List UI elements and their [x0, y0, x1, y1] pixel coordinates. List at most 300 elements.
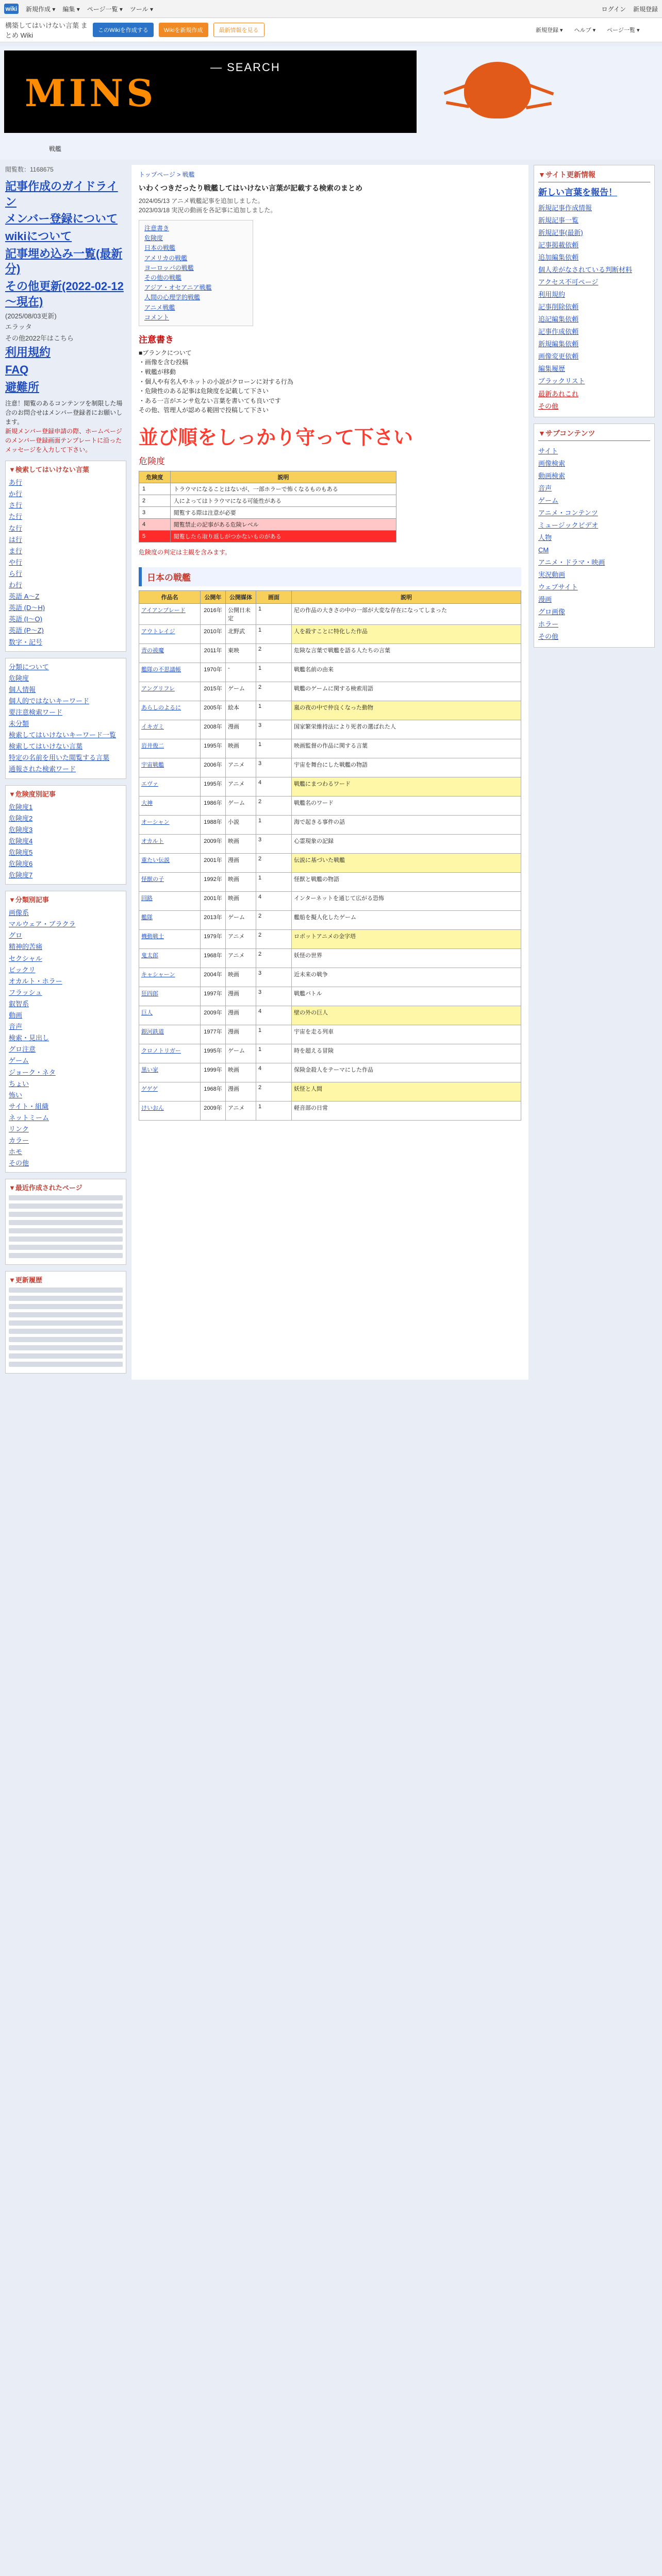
row-media: 漫画 [226, 1025, 256, 1044]
left-item[interactable]: ちょい [9, 1079, 29, 1088]
toc-item[interactable]: 注意書き [144, 225, 170, 232]
row-title[interactable]: アングリフレ [139, 682, 201, 701]
row-danger: 3 [256, 968, 292, 987]
row-danger: 4 [256, 1063, 292, 1082]
nav-updated-date: (2025/08/03更新) [5, 312, 57, 320]
row-danger: 1 [256, 1101, 292, 1121]
row-description: 伝説に基づいた戦艦 [292, 854, 521, 873]
left-item[interactable]: 危険度1 [9, 803, 33, 811]
left-item[interactable]: や行 [9, 558, 23, 566]
left-item[interactable]: 検索してはいけないキーワード一覧 [9, 731, 117, 739]
header-link-help[interactable]: ヘルプ ▾ [574, 27, 596, 33]
left-box-title: ▼分類別記事 [9, 896, 49, 904]
row-danger: 1 [256, 663, 292, 682]
row-description: 戦艦バトル [292, 987, 521, 1006]
wiki-title[interactable]: 構築してはいけない言葉 まとめ Wiki [5, 22, 88, 39]
row-media: アニメ [226, 777, 256, 796]
order-warning: 並び順をしっかり守って下さい [139, 427, 413, 449]
table-header: 画面 [256, 591, 292, 604]
new-wiki-button[interactable]: Wikiを新規作成 [159, 23, 208, 37]
row-description: 嵐の夜の中で仲良くなった動物 [292, 701, 521, 720]
row-description: ロボットアニメの金字塔 [292, 930, 521, 949]
danger-col: 危険度 [139, 471, 171, 483]
row-media: 公開日未定 [226, 604, 256, 625]
history-line[interactable] [9, 1337, 123, 1342]
row-title[interactable]: ゲゲゲ [139, 1082, 201, 1101]
left-notice [5, 399, 126, 454]
left-item[interactable]: 分類について [9, 663, 49, 671]
history-line[interactable] [9, 1304, 123, 1309]
history-line[interactable] [9, 1353, 123, 1359]
nav-member-registration[interactable]: メンバー登録について [5, 212, 118, 226]
table-row [139, 1063, 521, 1082]
latest-info-button[interactable]: 最新情報を見る [213, 23, 264, 37]
table-row [139, 663, 521, 682]
left-item[interactable]: 危険度 [9, 674, 29, 682]
notice-red-text: 新規メンバー登録申請の際、ホームページのメンバー登録画面テンプレートに沿ったメッセージを入力して下さい。 [5, 428, 122, 454]
page-title: いわくつきだったり戦艦してはいけない言葉が記載する検索のまとめ [139, 184, 362, 192]
danger-level: 1 [139, 483, 171, 495]
left-item[interactable]: ジョーク・ネタ [9, 1068, 56, 1076]
row-media: 映画 [226, 1063, 256, 1082]
row-media: 映画 [226, 892, 256, 911]
signup-link[interactable]: 新規登録 [633, 5, 658, 13]
left-item[interactable]: 叡智系 [9, 999, 29, 1008]
battleship-table-body [139, 604, 521, 1121]
table-header: 公開年 [201, 591, 226, 604]
row-danger: 1 [256, 701, 292, 720]
left-item[interactable]: グロ [9, 931, 23, 940]
row-year: 1992年 [201, 873, 226, 892]
toc-item[interactable]: 人間の心理学的戦艦 [144, 294, 201, 301]
table-row [139, 1101, 521, 1121]
row-title[interactable]: イキガミ [139, 720, 201, 739]
row-title[interactable]: 重たい伝説 [139, 854, 201, 873]
row-title[interactable]: クロノトリガー [139, 1044, 201, 1063]
left-item[interactable]: リンク [9, 1125, 29, 1133]
report-new-word-link[interactable]: 新しい言葉を報告！ [538, 188, 617, 197]
header-right-links [536, 26, 657, 34]
history-line[interactable] [9, 1312, 123, 1317]
right-item[interactable]: その他 [538, 633, 559, 641]
table-row [139, 873, 521, 892]
row-media: 漫画 [226, 1082, 256, 1101]
left-item[interactable]: 要注意検索ワード [9, 708, 63, 716]
row-title[interactable]: アイアンブレード [139, 604, 201, 625]
left-box-recent-pages [5, 1179, 126, 1265]
right-item[interactable]: ブラックリスト [538, 377, 585, 385]
row-media: ゲーム [226, 682, 256, 701]
right-item[interactable]: グロ画像 [538, 608, 566, 616]
toc-item[interactable]: ヨーロッパの戦艦 [144, 264, 194, 272]
topbar-link-edit[interactable]: 編集 ▾ [62, 5, 80, 13]
crab-leg [526, 102, 552, 110]
left-item[interactable]: ビックリ [9, 965, 36, 974]
right-item[interactable]: アクセス不可ページ [538, 278, 599, 286]
right-red-item[interactable]: その他 [538, 402, 559, 410]
row-media: 映画 [226, 968, 256, 987]
left-item[interactable]: 危険度3 [9, 825, 33, 834]
page-layout [0, 160, 662, 1380]
left-item[interactable]: セクシャル [9, 954, 42, 962]
row-year: 2005年 [201, 701, 226, 720]
row-description: 尼の作品の大きさの中の一部が大変な存在になってしまった [292, 604, 521, 625]
table-row [139, 1044, 521, 1063]
left-item[interactable]: 検索・見出し [9, 1034, 49, 1042]
row-title[interactable]: 艦隊 [139, 911, 201, 930]
row-year: 1988年 [201, 816, 226, 835]
right-item[interactable]: 実況動画 [538, 571, 566, 579]
history-line[interactable] [9, 1345, 123, 1350]
row-title[interactable]: 回路 [139, 892, 201, 911]
left-item[interactable]: 英語 (D～H) [9, 604, 45, 612]
toc-item[interactable]: アメリカの戦艦 [144, 254, 188, 262]
right-item[interactable]: 追記編集依頼 [538, 315, 579, 324]
row-media: 小説 [226, 816, 256, 835]
left-sidebar [5, 165, 126, 1380]
right-item[interactable]: ホラー [538, 620, 559, 629]
left-item[interactable]: か行 [9, 490, 23, 498]
row-year: 1995年 [201, 777, 226, 796]
table-header: 説明 [292, 591, 521, 604]
recent-page-line[interactable] [9, 1195, 123, 1200]
left-box-title: ▼危険度別記事 [9, 790, 56, 798]
nav-faq[interactable]: FAQ [5, 363, 29, 376]
danger-level: 3 [139, 507, 171, 519]
row-media: 映画 [226, 873, 256, 892]
danger-heading: 危険度 [139, 456, 165, 467]
row-year: 1995年 [201, 1044, 226, 1063]
row-year: 2011年 [201, 644, 226, 663]
left-item[interactable]: 個人情報 [9, 685, 36, 693]
right-item[interactable]: 利用規約 [538, 291, 566, 299]
left-item[interactable]: カラー [9, 1137, 29, 1145]
row-title[interactable]: オーシャン [139, 816, 201, 835]
left-item[interactable]: 動画 [9, 1011, 23, 1020]
row-title[interactable]: 鬼太郎 [139, 949, 201, 968]
row-danger: 1 [256, 1025, 292, 1044]
row-year: 2001年 [201, 854, 226, 873]
rules-list [139, 348, 521, 415]
left-box-title: ▼最近作成されたページ [9, 1184, 82, 1192]
row-title[interactable]: 機動戦士 [139, 930, 201, 949]
recent-page-line[interactable] [9, 1228, 123, 1233]
row-title[interactable]: オカルト [139, 835, 201, 854]
row-year: 2009年 [201, 1006, 226, 1025]
banner-logo-text: MINS [25, 71, 157, 115]
right-item[interactable]: ウェブサイト [538, 583, 578, 591]
left-item[interactable]: 精神的苦痛 [9, 943, 43, 951]
right-item[interactable]: 編集履歴 [538, 365, 566, 373]
banner-logo-box[interactable] [4, 50, 417, 133]
row-media: 北野武 [226, 625, 256, 644]
view-count: 閲覧数：1168675 [5, 166, 54, 173]
row-title[interactable]: 艦隊の不思議帳 [139, 663, 201, 682]
login-link[interactable]: ログイン [601, 5, 626, 13]
toc-item[interactable]: アジア・オセアニア戦艦 [144, 284, 212, 292]
crab-illustration [464, 62, 531, 118]
row-year: 1995年 [201, 739, 226, 758]
table-row [139, 604, 521, 625]
nav-other-2022[interactable]: その他2022年はこちら [5, 334, 74, 342]
row-danger: 1 [256, 604, 292, 625]
site-update-box [534, 165, 655, 417]
left-item[interactable]: 数字・記号 [9, 638, 43, 646]
right-item[interactable]: ミュージックビデオ [538, 521, 599, 529]
danger-note: 危険度の判定は主観を含みます。 [139, 549, 231, 556]
left-item[interactable]: さ行 [9, 501, 23, 510]
rule-line: ・画像を含む投稿 [139, 359, 189, 366]
row-description: 海で起きる事件の話 [292, 816, 521, 835]
row-danger: 2 [256, 796, 292, 816]
left-box-categories [5, 658, 126, 779]
table-row [139, 720, 521, 739]
row-description: 怪獣と戦艦の物語 [292, 873, 521, 892]
left-item[interactable]: マルウェア・ブラクラ [9, 920, 76, 928]
row-danger: 2 [256, 911, 292, 930]
table-row [139, 949, 521, 968]
nav-shelter[interactable]: 避難所 [5, 380, 40, 394]
history-line[interactable] [9, 1329, 123, 1334]
left-item[interactable]: 危険度7 [9, 871, 33, 879]
table-row [139, 796, 521, 816]
row-year: 2009年 [201, 835, 226, 854]
row-media: 漫画 [226, 987, 256, 1006]
danger-level: 5 [139, 531, 171, 543]
rule-line: ・ある一言がエンサ危ない言葉を書いても良いです [139, 397, 282, 404]
row-description: 戦艦にまつわるワード [292, 777, 521, 796]
row-title[interactable]: エヴァ [139, 777, 201, 796]
row-media: ゲーム [226, 1044, 256, 1063]
history-line[interactable] [9, 1320, 123, 1326]
row-year: 1997年 [201, 987, 226, 1006]
right-item[interactable]: 新規編集依頼 [538, 340, 579, 348]
row-title[interactable]: 銀河鉄道 [139, 1025, 201, 1044]
left-item[interactable]: ホモ [9, 1148, 23, 1156]
row-media: アニメ [226, 758, 256, 777]
right-item[interactable]: 追加編集依頼 [538, 253, 579, 261]
left-item[interactable]: その他 [9, 1159, 29, 1167]
header-link-new[interactable]: 新規登録 ▾ [536, 27, 563, 33]
toc-item[interactable]: その他の戦艦 [144, 274, 182, 281]
row-title[interactable]: けいおん [139, 1101, 201, 1121]
table-row [139, 930, 521, 949]
right-item[interactable]: 動画検索 [538, 471, 566, 480]
left-item[interactable]: 怖い [9, 1091, 23, 1099]
table-row [139, 777, 521, 796]
history-line[interactable] [9, 1362, 123, 1367]
row-danger: 2 [256, 1082, 292, 1101]
row-media: ゲーム [226, 796, 256, 816]
left-item[interactable]: グロ注意 [9, 1045, 36, 1054]
topbar-link-tools[interactable]: ツール ▾ [129, 5, 153, 13]
left-item[interactable]: サイト・組織 [9, 1102, 49, 1110]
recent-page-line[interactable] [9, 1212, 123, 1217]
row-danger: 1 [256, 739, 292, 758]
row-title[interactable]: 怪獣の子 [139, 873, 201, 892]
row-danger: 4 [256, 1006, 292, 1025]
toc-item[interactable]: 危険度 [144, 234, 163, 242]
breadcrumb[interactable]: トップページ > 戦艦 [139, 171, 195, 178]
site-banner [0, 46, 662, 160]
row-description: 国家繁栄維持法により死者の選ばれた人 [292, 720, 521, 739]
left-item[interactable]: あ行 [9, 479, 23, 487]
right-item[interactable]: サイト [538, 447, 558, 455]
left-item[interactable]: フラッシュ [9, 988, 42, 996]
warning-heading: 注意書き [139, 334, 174, 345]
right-item[interactable]: 記事掲載依頼 [538, 241, 579, 249]
row-description: 近未来の戦争 [292, 968, 521, 987]
row-description: 戦艦のゲームに関する検索用語 [292, 682, 521, 701]
left-item[interactable]: ネットミーム [9, 1113, 49, 1122]
right-item[interactable]: 人物 [538, 533, 552, 541]
right-item[interactable]: 記事作成依頼 [538, 328, 579, 336]
right-item[interactable]: 画像検索 [538, 459, 566, 467]
recent-page-line[interactable] [9, 1220, 123, 1225]
row-title[interactable]: 巨人 [139, 1006, 201, 1025]
table-of-contents [139, 220, 253, 326]
right-item[interactable]: アニメ・ドラマ・映画 [538, 558, 605, 567]
left-item[interactable]: 未分類 [9, 720, 29, 728]
right-item[interactable]: アニメ・コンテンツ [538, 509, 598, 517]
row-title[interactable]: キャシャーン [139, 968, 201, 987]
left-item[interactable]: た行 [9, 513, 23, 521]
toc-item[interactable]: アニメ戦艦 [144, 303, 175, 311]
row-media: アニメ [226, 930, 256, 949]
row-danger: 3 [256, 987, 292, 1006]
left-item[interactable]: ら行 [9, 569, 23, 578]
nav-errata[interactable]: エラッタ [5, 323, 32, 331]
right-item[interactable]: CM [538, 546, 549, 554]
right-item[interactable]: 新規記事(最新) [538, 228, 583, 236]
row-year: 1970年 [201, 663, 226, 682]
row-title[interactable]: アウトレイジ [139, 625, 201, 644]
row-media: - [226, 663, 256, 682]
left-box-search-terms [5, 461, 126, 651]
right-item[interactable]: 漫画 [538, 596, 552, 604]
danger-desc: 閲覧したら取り返しがつかないものがある [170, 531, 396, 543]
row-title[interactable]: 黒い家 [139, 1063, 201, 1082]
row-description: 艦船を擬人化したゲーム [292, 911, 521, 930]
row-danger: 1 [256, 1044, 292, 1063]
right-item[interactable]: 新規記事作成情報 [538, 204, 592, 212]
table-row [139, 1006, 521, 1025]
row-title[interactable]: あらしのよるに [139, 701, 201, 720]
row-year: 1979年 [201, 930, 226, 949]
nav-other-updates[interactable]: その他更新(2022-02-12～現在) [5, 280, 124, 308]
danger-level: 2 [139, 495, 171, 507]
row-year: 1999年 [201, 1063, 226, 1082]
left-item[interactable]: 英語 (I～O) [9, 615, 42, 623]
row-title[interactable]: 狂四郎 [139, 987, 201, 1006]
row-danger: 2 [256, 682, 292, 701]
table-row [139, 835, 521, 854]
table-row [139, 1082, 521, 1101]
header-link-pages[interactable]: ページ一覧 ▾ [607, 27, 640, 33]
row-title[interactable]: 青の祓魔 [139, 644, 201, 663]
left-item[interactable]: な行 [9, 524, 23, 532]
recent-page-line[interactable] [9, 1253, 123, 1258]
recent-page-line[interactable] [9, 1204, 123, 1209]
banner-caption: 戦艦 [49, 145, 62, 152]
left-item[interactable]: 危険度4 [9, 837, 33, 845]
left-item[interactable]: 通報された検索ワード [9, 765, 76, 773]
left-item[interactable]: 英語 A～Z [9, 592, 40, 601]
nav-about-wiki[interactable]: wikiについて [5, 230, 72, 243]
left-item[interactable]: 英語 (P～Z) [9, 626, 44, 635]
right-red-item[interactable]: 最新あれこれ [538, 389, 579, 398]
right-item[interactable]: ゲーム [538, 496, 559, 504]
table-row [139, 911, 521, 930]
create-wiki-button[interactable]: このWikiを作成する [93, 23, 154, 37]
table-row [139, 1025, 521, 1044]
table-header: 作品名 [139, 591, 201, 604]
recent-page-line[interactable] [9, 1245, 123, 1250]
history-line[interactable] [9, 1296, 123, 1301]
danger-col: 説明 [170, 471, 396, 483]
right-item[interactable]: 画像変更依頼 [538, 352, 579, 361]
update-note: 2023/03/18 実況の動画を各記事に追加しました。 [139, 207, 277, 214]
left-item[interactable]: 特定の名前を用いた閲覧する言葉 [9, 754, 110, 762]
row-title[interactable]: 宇宙戦艦 [139, 758, 201, 777]
left-item[interactable]: わ行 [9, 581, 23, 589]
row-danger: 1 [256, 873, 292, 892]
right-item[interactable]: 新規記事一覧 [538, 216, 579, 224]
nav-guidelines[interactable]: 記事作成のガイドライン [5, 180, 118, 208]
left-item[interactable]: は行 [9, 535, 23, 544]
left-item[interactable]: 検索してはいけない言葉 [9, 742, 83, 751]
right-sidebar [534, 165, 655, 1380]
left-item[interactable]: ま行 [9, 547, 23, 555]
wiki-logo[interactable]: wiki [4, 4, 19, 14]
row-media: 漫画 [226, 1006, 256, 1025]
right-item[interactable]: 個人差がなされている判断材料 [538, 266, 633, 274]
row-danger: 4 [256, 777, 292, 796]
nav-terms[interactable]: 利用規約 [5, 346, 51, 359]
history-line[interactable] [9, 1287, 123, 1293]
row-title[interactable]: 岩井俊二 [139, 739, 201, 758]
row-description: インターネットを通じて広がる恐怖 [292, 892, 521, 911]
table-row [139, 682, 521, 701]
row-danger: 1 [256, 816, 292, 835]
table-row [139, 625, 521, 644]
row-description: 人を殺すことに特化した作品 [292, 625, 521, 644]
toc-item[interactable]: 日本の戦艦 [144, 244, 176, 252]
right-item[interactable]: 音声 [538, 484, 552, 492]
row-danger: 2 [256, 930, 292, 949]
topbar-link-pages[interactable]: ページ一覧 ▾ [87, 5, 123, 13]
left-item[interactable]: オカルト・ホラー [9, 977, 62, 985]
left-item[interactable]: 画像系 [9, 909, 29, 917]
rule-line: ・個人や有名人やネットの小説がクローンに対する行為 [139, 378, 293, 385]
row-danger: 3 [256, 835, 292, 854]
left-item[interactable]: 危険度2 [9, 814, 33, 822]
left-item[interactable]: ゲーム [9, 1057, 29, 1065]
left-item[interactable]: 危険度5 [9, 848, 33, 856]
wiki-header [0, 18, 662, 42]
right-item[interactable]: 記事削除依頼 [538, 303, 579, 311]
left-item[interactable]: 個人的ではないキーワード [9, 697, 90, 705]
toc-item[interactable]: コメント [144, 313, 170, 321]
topbar-link-new[interactable]: 新規作成 ▾ [26, 5, 56, 13]
left-item[interactable]: 危険度6 [9, 860, 33, 868]
row-title[interactable]: 大神 [139, 796, 201, 816]
nav-embedded-list[interactable]: 記事埋め込み一覧(最新分) [5, 247, 123, 276]
recent-page-line[interactable] [9, 1236, 123, 1242]
row-year: 2004年 [201, 968, 226, 987]
table-row [139, 968, 521, 987]
left-item[interactable]: 音声 [9, 1023, 23, 1031]
